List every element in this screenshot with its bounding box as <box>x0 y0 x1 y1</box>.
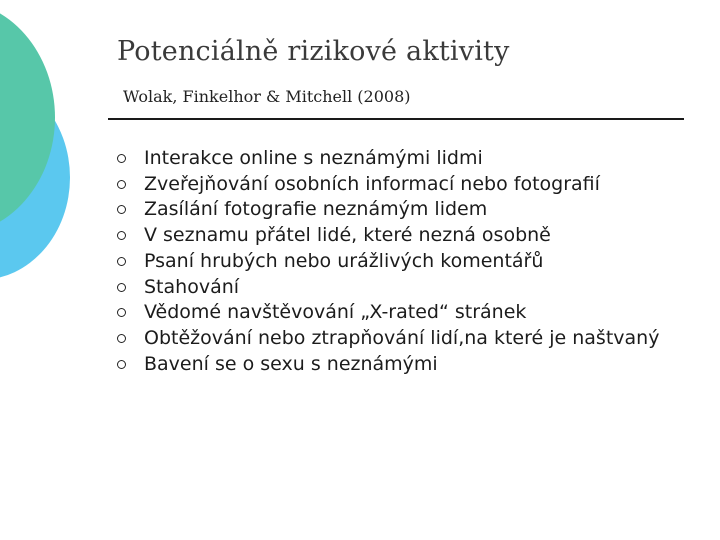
bullet-text: Obtěžování nebo ztrapňování lidí,na které je naštvaný <box>144 326 660 349</box>
bullet-item <box>117 249 677 275</box>
hollow-circle-bullet-icon <box>117 231 126 240</box>
bullet-item <box>117 326 677 352</box>
bullet-item <box>117 300 677 326</box>
bullet-text: Vědomé navštěvování „X-rated“ stránek <box>144 301 527 324</box>
bullet-text: Bavení se o sexu s neznámými <box>144 352 438 375</box>
bullet-item <box>117 275 677 301</box>
bullet-item <box>117 352 677 378</box>
title-divider <box>108 118 684 120</box>
bullet-text: Stahování <box>144 275 240 298</box>
hollow-circle-bullet-icon <box>117 308 126 317</box>
bullet-item <box>117 223 677 249</box>
hollow-circle-bullet-icon <box>117 257 126 266</box>
bullet-list <box>117 146 677 378</box>
hollow-circle-bullet-icon <box>117 154 126 163</box>
bullet-text: Zveřejňování osobních informací nebo fotografií <box>144 172 600 195</box>
bullet-item <box>117 146 677 172</box>
hollow-circle-bullet-icon <box>117 205 126 214</box>
bullet-text: Psaní hrubých nebo urážlivých komentářů <box>144 249 544 272</box>
hollow-circle-bullet-icon <box>117 334 126 343</box>
slide-subtitle: Wolak, Finkelhor & Mitchell (2008) <box>123 87 411 106</box>
hollow-circle-bullet-icon <box>117 283 126 292</box>
hollow-circle-bullet-icon <box>117 360 126 369</box>
bullet-item <box>117 172 677 198</box>
hollow-circle-bullet-icon <box>117 180 126 189</box>
slide-title: Potenciálně rizikové aktivity <box>117 36 510 67</box>
bullet-text: Interakce online s neznámými lidmi <box>144 147 483 169</box>
bullet-text: Zasílání fotografie neznámým lidem <box>144 198 488 221</box>
bullet-text: V seznamu přátel lidé, které nezná osobně <box>144 224 551 247</box>
bullet-item <box>117 197 677 223</box>
